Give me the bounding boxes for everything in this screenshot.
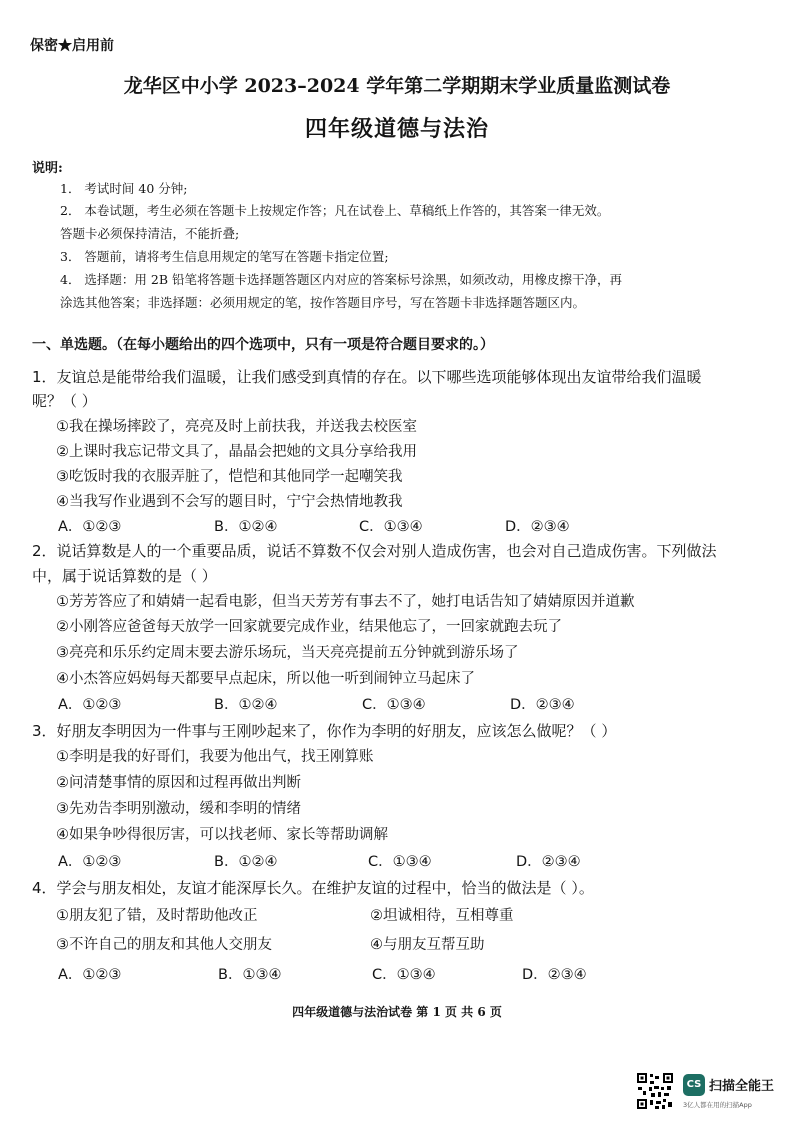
question-3-item: ③先劝告李明别激动，缓和李明的情绪 bbox=[56, 801, 301, 817]
question-1-choice-d: D．②③④ bbox=[505, 519, 570, 535]
question-1-item: ③吃饭时我的衣服弄脏了，恺恺和其他同学一起嘲笑我 bbox=[56, 469, 403, 485]
question-3-choice-c: C．①③④ bbox=[368, 854, 432, 870]
exam-subtitle: 四年级道德与法治 bbox=[304, 116, 489, 142]
page-footer: 四年级道德与法治试卷 第 1 页 共 6 页 bbox=[292, 1005, 502, 1019]
question-3-choice-b: B．①②④ bbox=[214, 854, 278, 870]
question-2-item: ③亮亮和乐乐约定周末要去游乐场玩，当天亮亮提前五分钟就到游乐场了 bbox=[56, 645, 519, 661]
question-4-item: ②坦诚相待，互相尊重 bbox=[370, 908, 514, 924]
instruction-line: 4． 选择题：用 2B 铅笔将答题卡选择题答题区内对应的答案标号涂黑，如须改动，用橡皮擦干净，再 bbox=[60, 272, 623, 287]
question-1-stem: 呢？（ ） bbox=[32, 392, 97, 410]
instructions-heading: 说明: bbox=[32, 161, 63, 176]
question-3-choice-a: A．①②③ bbox=[58, 854, 122, 870]
question-2-stem: 2．说话算数是人的一个重要品质，说话不算数不仅会对别人造成伤害，也会对自己造成伤害。下列做法 bbox=[32, 542, 717, 560]
question-2-choice-c: C．①③④ bbox=[362, 697, 426, 713]
question-1-choice-c: C．①③④ bbox=[359, 519, 423, 535]
question-2-item: ①芳芳答应了和婧婧一起看电影，但当天芳芳有事去不了，她打电话告知了婧婧原因并道歉 bbox=[56, 594, 635, 610]
question-4-item: ①朋友犯了错，及时帮助他改正 bbox=[56, 908, 258, 924]
question-2-choice-d: D．②③④ bbox=[510, 697, 575, 713]
scanner-logo-icon: CS bbox=[683, 1074, 705, 1096]
instruction-line: 2． 本卷试题，考生必须在答题卡上按规定作答；凡在试卷上、草稿纸上作答的，其答案一律无效。 bbox=[60, 203, 610, 218]
instruction-line: 答题卡必须保持清洁，不能折叠; bbox=[60, 226, 240, 241]
section-heading: 一、单选题。（在每小题给出的四个选项中，只有一项是符合题目要求的。） bbox=[32, 337, 494, 353]
instruction-line: 1． 考试时间 40 分钟; bbox=[60, 181, 188, 196]
question-2-item: ②小刚答应爸爸每天放学一回家就要完成作业，结果他忘了，一回家就跑去玩了 bbox=[56, 619, 562, 635]
question-1-choice-a: A．①②③ bbox=[58, 519, 122, 535]
scanner-app-name: 扫描全能王 bbox=[709, 1079, 775, 1094]
instruction-line: 3． 答题前，请将考生信息用规定的笔写在答题卡指定位置; bbox=[60, 249, 389, 264]
question-1-item: ①我在操场摔跤了，亮亮及时上前扶我，并送我去校医室 bbox=[56, 419, 417, 435]
scanner-app-tagline: 3亿人都在用的扫描App bbox=[683, 1101, 752, 1109]
question-4-choice-c: C．①③④ bbox=[372, 967, 436, 983]
qr-code-icon bbox=[636, 1072, 674, 1110]
question-2-choice-a: A．①②③ bbox=[58, 697, 122, 713]
question-4-choice-b: B．①③④ bbox=[218, 967, 282, 983]
question-3-stem: 3．好朋友李明因为一件事与王刚吵起来了，你作为李明的好朋友，应该怎么做呢？（ ） bbox=[32, 722, 617, 740]
question-2-choice-b: B．①②④ bbox=[214, 697, 278, 713]
question-2-stem: 中，属于说话算数的是（ ） bbox=[32, 567, 217, 585]
question-1-item: ②上课时我忘记带文具了，晶晶会把她的文具分享给我用 bbox=[56, 444, 417, 460]
question-3-item: ②问清楚事情的原因和过程再做出判断 bbox=[56, 775, 301, 791]
question-1-item: ④当我写作业遇到不会写的题目时，宁宁会热情地教我 bbox=[56, 494, 403, 510]
question-4-item: ③不许自己的朋友和其他人交朋友 bbox=[56, 937, 272, 953]
question-4-choice-a: A．①②③ bbox=[58, 967, 122, 983]
question-1-stem: 1．友谊总是能带给我们温暖，让我们感受到真情的存在。以下哪些选项能够体现出友谊带给我们温暖 bbox=[32, 368, 702, 386]
confidential-mark: 保密★启用前 bbox=[30, 38, 114, 54]
question-3-item: ④如果争吵得很厉害，可以找老师、家长等帮助调解 bbox=[56, 827, 388, 843]
question-4-choice-d: D．②③④ bbox=[522, 967, 587, 983]
question-3-item: ①李明是我的好哥们，我要为他出气，找王刚算账 bbox=[56, 749, 374, 765]
instruction-line: 涂选其他答案；非选择题：必须用规定的笔，按作答题目序号，写在答题卡非选择题答题区内。 bbox=[60, 295, 586, 310]
question-4-item: ④与朋友互帮互助 bbox=[370, 937, 485, 953]
question-1-choice-b: B．①②④ bbox=[214, 519, 278, 535]
question-4-stem: 4．学会与朋友相处，友谊才能深厚长久。在维护友谊的过程中，恰当的做法是（ ）。 bbox=[32, 879, 594, 897]
question-2-item: ④小杰答应妈妈每天都要早点起床，所以他一听到闹钟立马起床了 bbox=[56, 671, 475, 687]
exam-title: 龙华区中小学 2023–2024 学年第二学期期末学业质量监测试卷 bbox=[123, 75, 671, 97]
question-3-choice-d: D．②③④ bbox=[516, 854, 581, 870]
